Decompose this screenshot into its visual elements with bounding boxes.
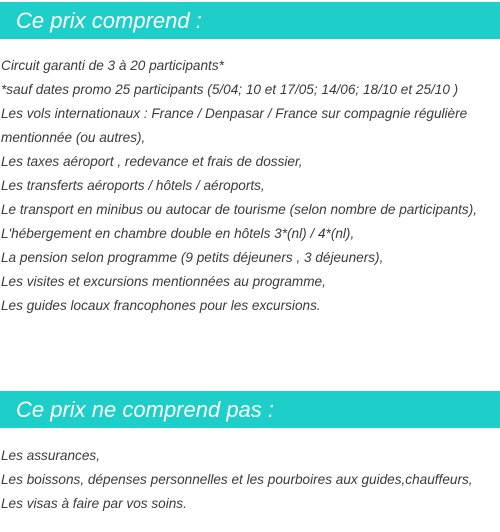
includes-section-header — [0, 2, 500, 39]
list-item: Les transferts aéroports / hôtels / aéroports, — [1, 178, 265, 193]
list-item: L'hébergement en chambre double en hôtels 3*(nl) / 4*(nl), — [1, 226, 355, 241]
list-item: Les visas à faire par vos soins. — [1, 496, 187, 511]
list-item: Les visites et excursions mentionnées au programme, — [1, 274, 326, 289]
includes-title: Ce prix comprend : — [16, 7, 202, 33]
includes-list — [1, 54, 500, 318]
list-item: Les boissons, dépenses personnelles et les pourboires aux guides,chauffeurs, — [1, 472, 473, 487]
list-item: Les assurances, — [1, 448, 100, 463]
excludes-section-header — [0, 391, 500, 428]
excludes-list — [1, 444, 500, 516]
list-item: Les guides locaux francophones pour les excursions. — [1, 298, 321, 313]
list-item: La pension selon programme (9 petits déjeuners , 3 déjeuners), — [1, 250, 384, 265]
list-item: Le transport en minibus ou autocar de tourisme (selon nombre de participants), — [1, 202, 478, 217]
list-item: Les vols internationaux : France / Denpasar / France sur compagnie régulière mentionnée (ou autres), — [1, 106, 468, 145]
list-item: *sauf dates promo 25 participants (5/04; 10 et 17/05; 14/06; 18/10 et 25/10 ) — [1, 82, 459, 97]
excludes-title: Ce prix ne comprend pas : — [16, 396, 275, 422]
list-item: Les taxes aéroport , redevance et frais de dossier, — [1, 154, 303, 169]
list-item: Circuit garanti de 3 à 20 participants* — [1, 58, 224, 73]
